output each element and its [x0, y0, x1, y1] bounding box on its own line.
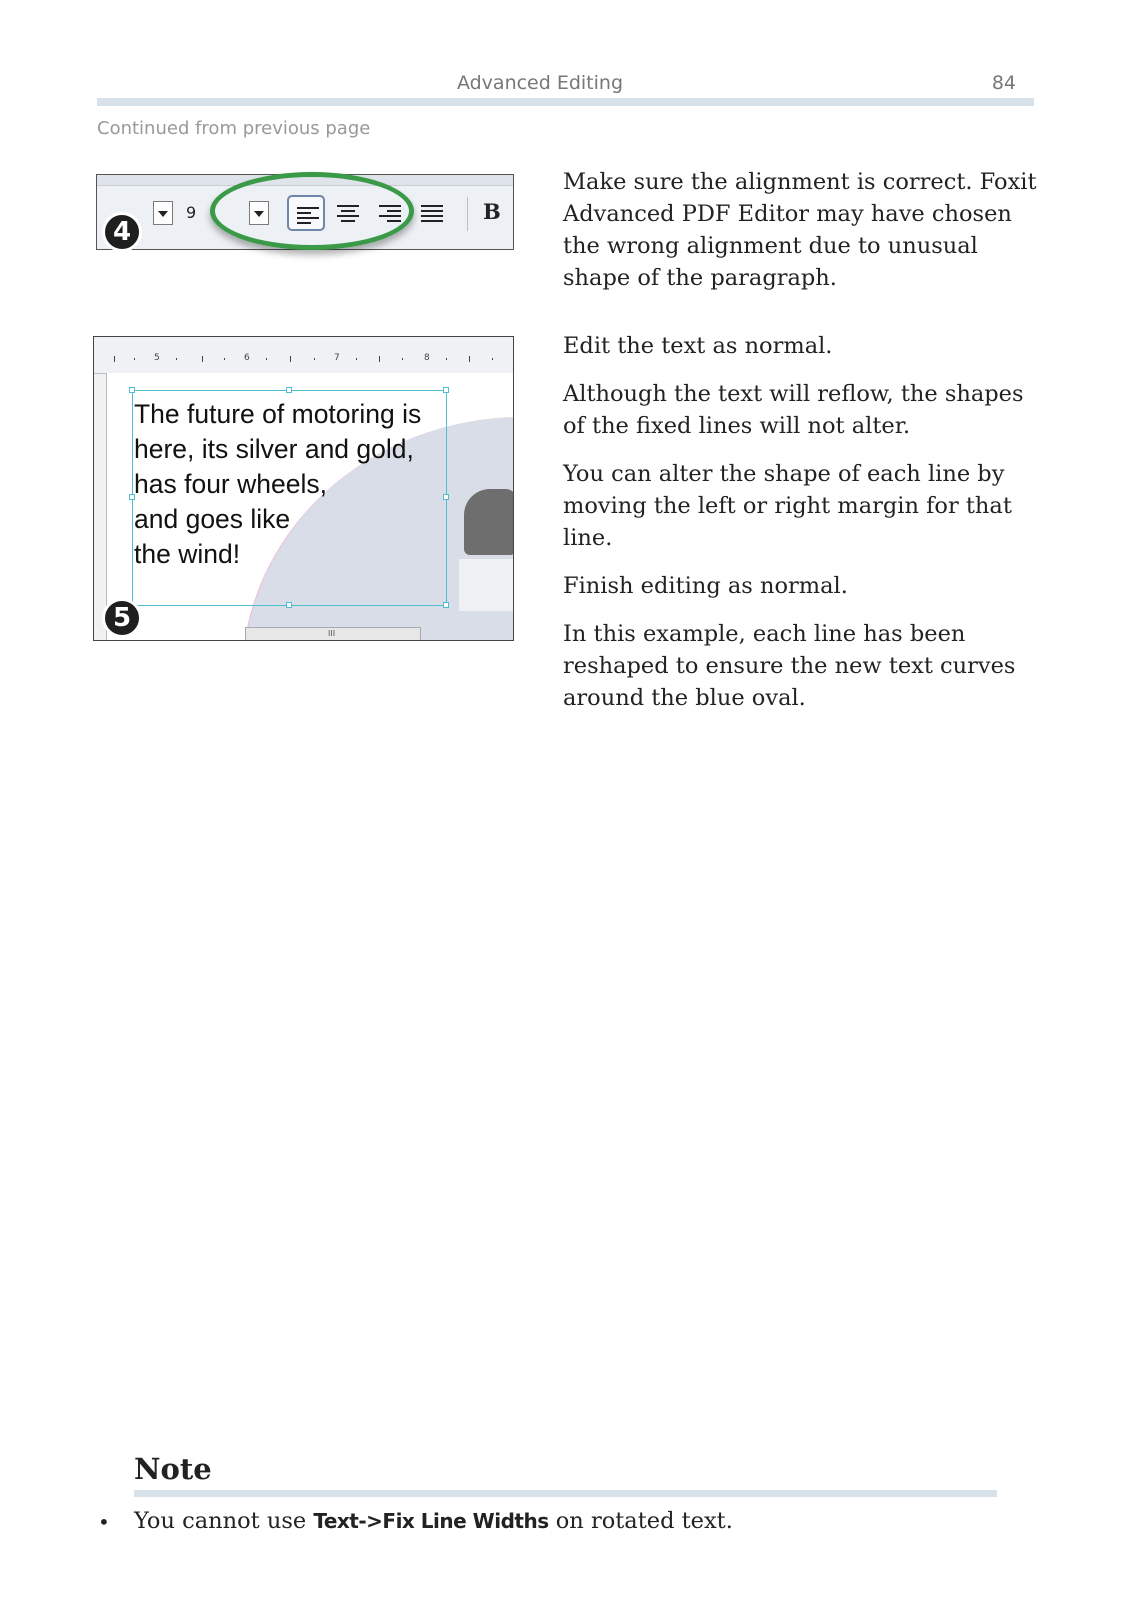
bold-button[interactable]: B: [483, 199, 501, 224]
car-image-detail: [464, 489, 513, 555]
step-badge-5: 5: [102, 598, 142, 638]
instruction-paragraph: Finish editing as normal.: [563, 573, 848, 599]
highlight-oval: [210, 172, 414, 250]
instruction-paragraph: In this example, each line has been reshaped to ensure the new text curves around the blue oval.: [563, 621, 1016, 711]
text-line: has four wheels,: [134, 469, 327, 499]
ruler-label: 6: [244, 353, 250, 363]
ruler-label: 7: [334, 353, 340, 363]
ruler-label: 8: [424, 353, 430, 363]
resize-handle[interactable]: [443, 387, 449, 393]
text-line: and goes like: [134, 504, 291, 534]
note-command: Text->Fix Line Widths: [313, 1509, 549, 1533]
instruction-paragraph: Edit the text as normal.: [563, 333, 833, 359]
resize-handle[interactable]: [286, 387, 292, 393]
ruler-ticks: [94, 337, 514, 373]
align-justify-icon: [421, 204, 443, 222]
instruction-paragraph: Although the text will reflow, the shapes of the fixed lines will not alter.: [563, 381, 1024, 439]
text-line: here, its silver and gold,: [134, 434, 414, 464]
bullet-icon: •: [98, 1510, 110, 1534]
resize-handle[interactable]: [443, 494, 449, 500]
edited-text-block[interactable]: [134, 397, 421, 572]
resize-handle[interactable]: [286, 602, 292, 608]
resize-handle[interactable]: [443, 602, 449, 608]
instruction-paragraph: You can alter the shape of each line by moving the left or right margin for that line.: [563, 461, 1012, 551]
resize-handle[interactable]: [129, 387, 135, 393]
text-line: the wind!: [134, 539, 241, 569]
car-image-detail: [459, 559, 513, 611]
step-badge-4: 4: [102, 212, 142, 252]
note-rule: [134, 1490, 997, 1497]
note-heading: Note: [134, 1452, 212, 1486]
page-number: 84: [991, 72, 1016, 94]
note-text-after: on rotated text.: [548, 1508, 733, 1534]
ruler-label: 5: [154, 353, 160, 363]
running-header-title: Advanced Editing: [456, 72, 624, 94]
horizontal-scrollbar[interactable]: [245, 627, 421, 641]
note-item: [134, 1505, 733, 1537]
align-justify-button[interactable]: [413, 195, 451, 231]
note-text-before: You cannot use: [134, 1508, 314, 1534]
font-dropdown-button[interactable]: [153, 201, 173, 225]
instruction-paragraph: Make sure the alignment is correct. Foxit Advanced PDF Editor may have chosen the wrong alignment due to unusual shape of the paragraph.: [563, 169, 1037, 291]
text-line: The future of motoring is: [134, 399, 422, 429]
toolbar-separator: [467, 197, 468, 231]
continued-label: Continued from previous page: [97, 118, 371, 139]
horizontal-ruler: [94, 337, 513, 374]
header-rule: [97, 98, 1034, 106]
scrollbar-grip: III: [328, 629, 336, 638]
font-size-value: 9: [186, 203, 197, 222]
